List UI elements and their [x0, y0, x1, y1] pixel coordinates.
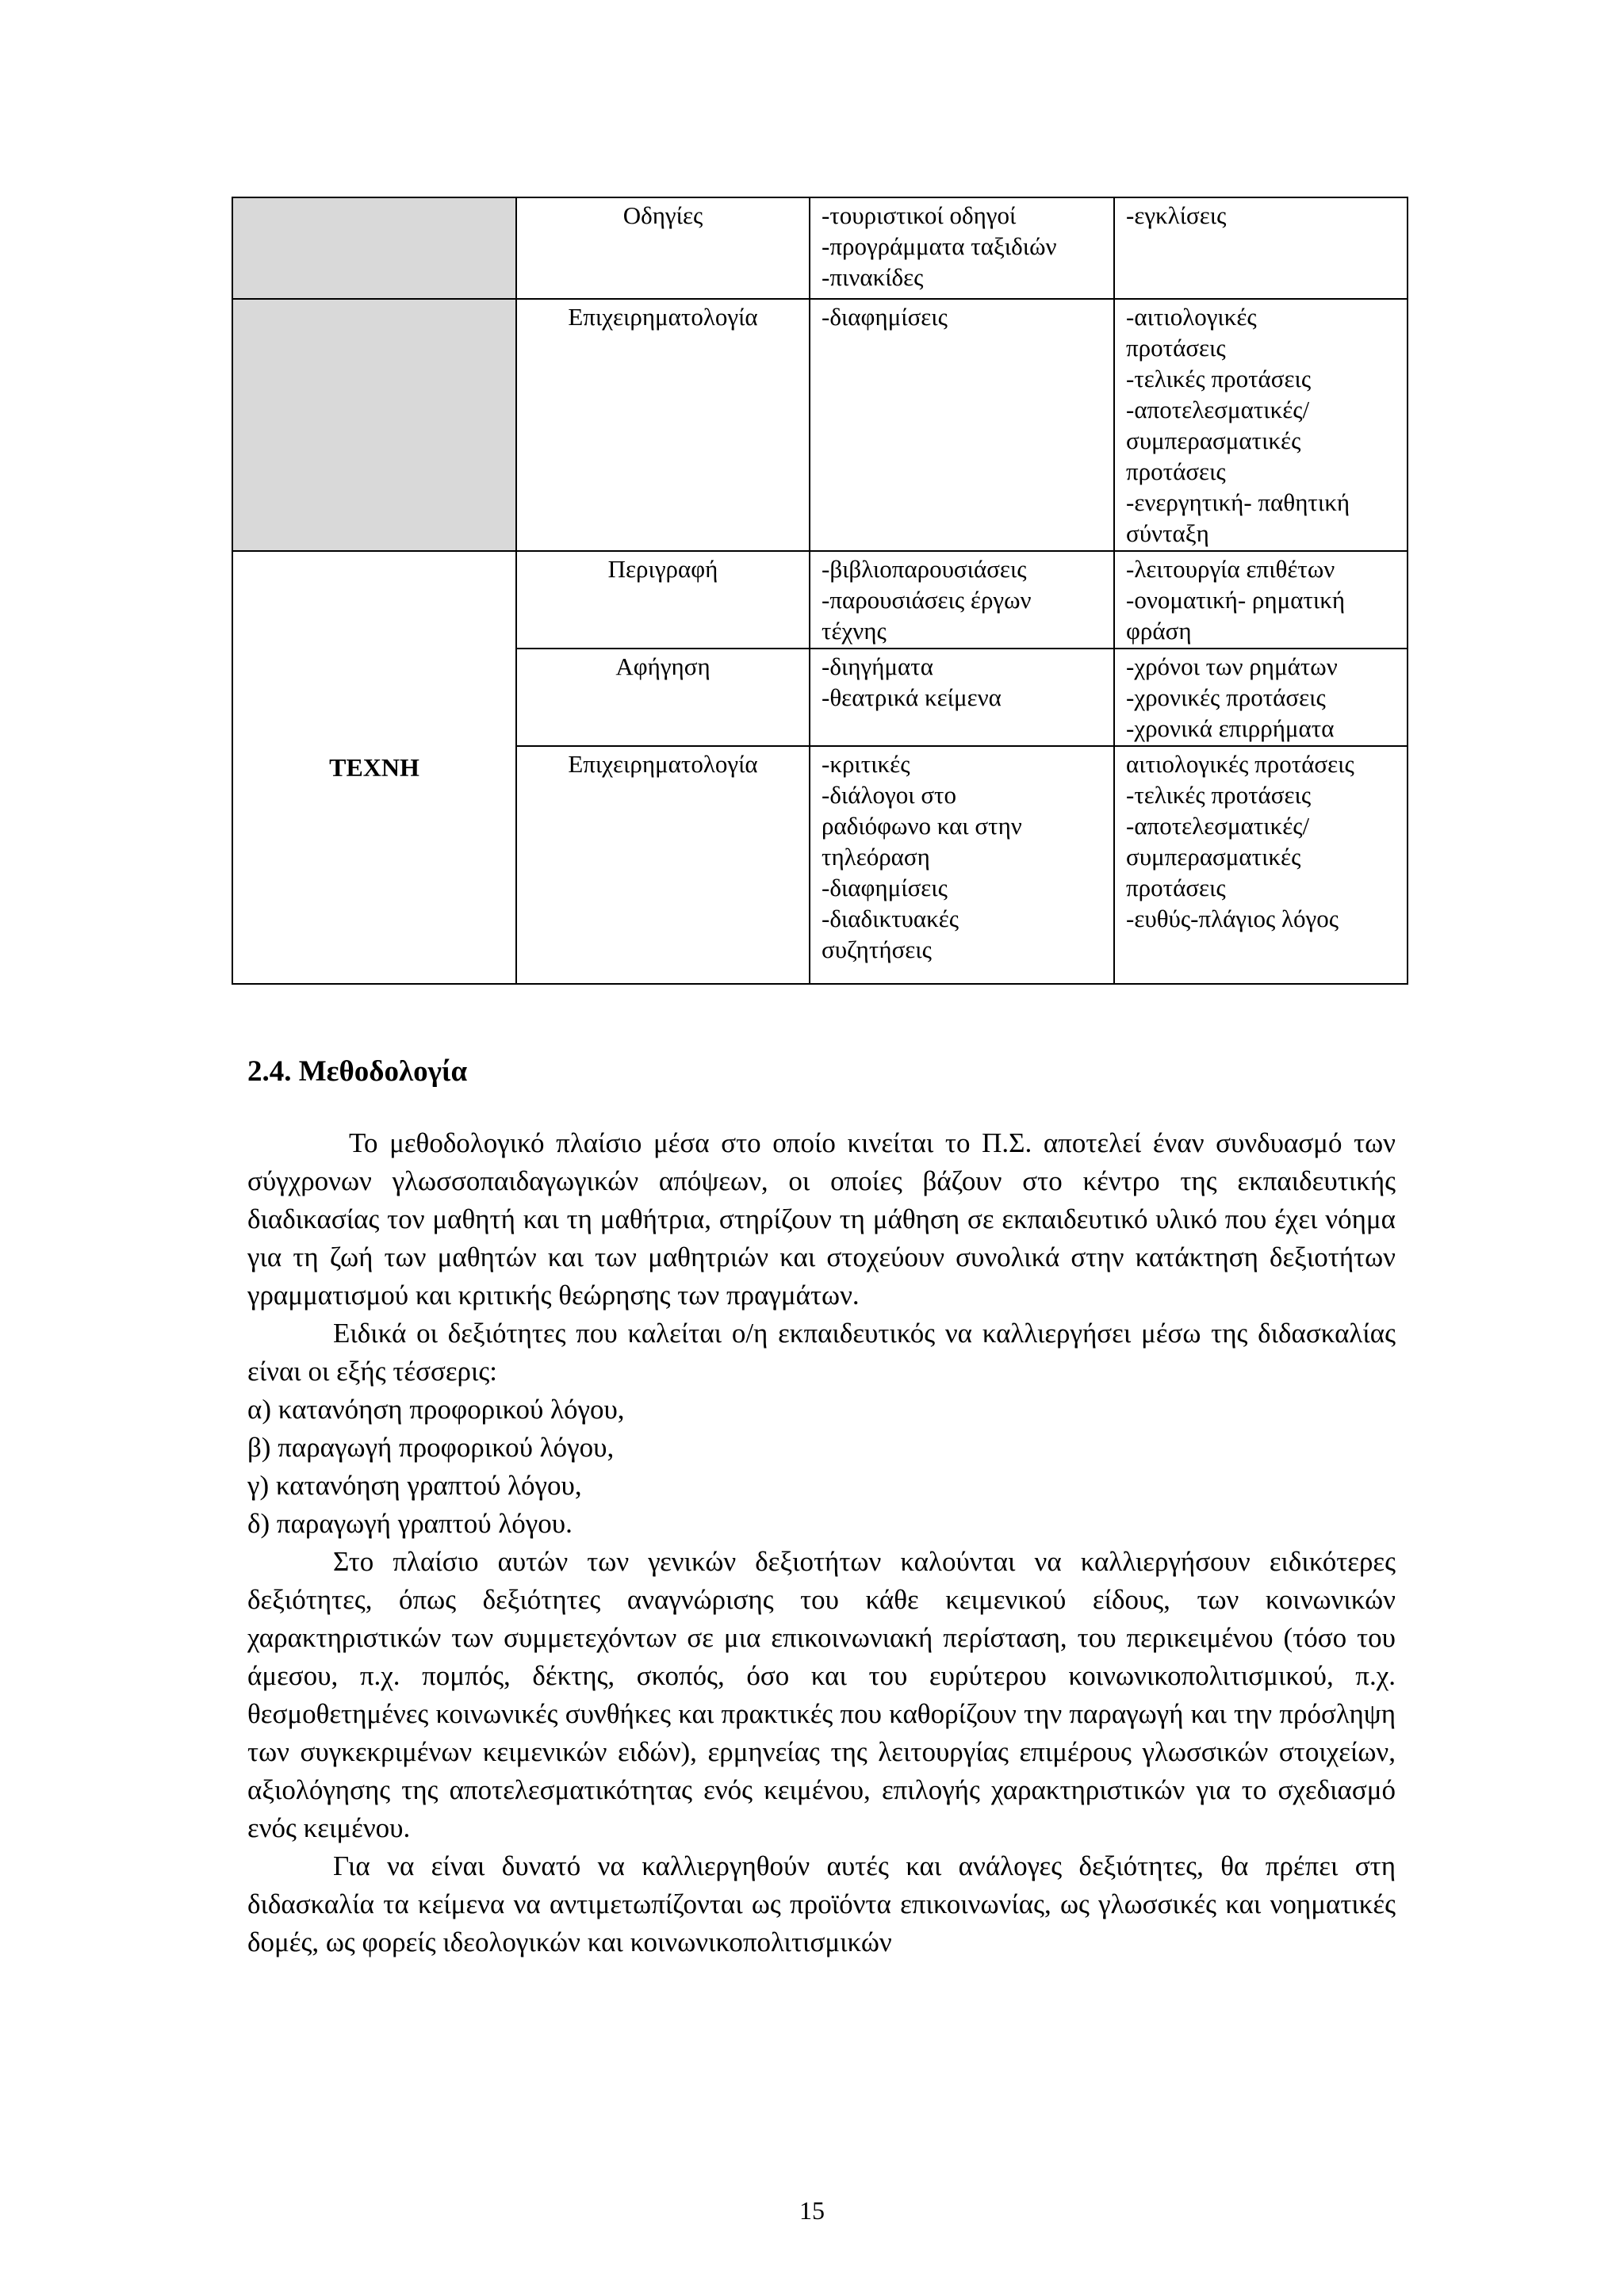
- table-row: [232, 299, 1408, 551]
- features-cell: -εγκλίσεις: [1114, 197, 1408, 299]
- list-item: δ) παραγωγή γραπτού λόγου.: [247, 1508, 573, 1539]
- genres-cell: -κριτικές -διάλογοι στο ραδιόφωνο και στην τηλεόραση -διαφημίσεις -διαδικτυακές συζητήσεις: [810, 746, 1114, 984]
- section-body: [247, 1124, 1396, 1961]
- paragraph: Για να είναι δυνατό να καλλιεργηθούν αυτές και ανάλογες δεξιότητες, θα πρέπει στη διδασκαλία τα κείμενα να αντιμετωπίζονται ως προϊόντα επικοινωνίας, ως γλωσσικές και νοηματικές δομές, ως φορείς ιδεολογικών και κοινωνικοπολιτισμικών: [247, 1850, 1396, 1957]
- genres-cell: -τουριστικοί οδηγοί -προγράμματα ταξιδιών -πινακίδες: [810, 197, 1114, 299]
- list-item: γ) κατανόηση γραπτού λόγου,: [247, 1470, 582, 1501]
- form-cell: Αφήγηση: [516, 649, 810, 746]
- form-cell: Επιχειρηματολογία: [516, 746, 810, 984]
- form-cell: Επιχειρηματολογία: [516, 299, 810, 551]
- features-cell: -χρόνοι των ρημάτων -χρονικές προτάσεις -χρονικά επιρρήματα: [1114, 649, 1408, 746]
- category-cell-top: [232, 299, 516, 551]
- category-cell: ΤΕΧΝΗ: [232, 551, 516, 984]
- features-cell: -λειτουργία επιθέτων -ονοματική- ρηματική φράση: [1114, 551, 1408, 649]
- paragraph: Το μεθοδολογικό πλαίσιο μέσα στο οποίο κινείται το Π.Σ. αποτελεί έναν συνδυασμό των σύγχρονων γλωσσοπαιδαγωγικών απόψεων, οι οποίες βάζουν στο κέντρο της εκπαιδευτικής διαδικασίας τον μαθητή και τη μαθήτρια, στηρίζουν τη μάθηση σε εκπαιδευτικό υλικό που έχει νόημα για τη ζωή των μαθητών και των μαθητριών και στοχεύουν συνολικά στην κατάκτηση δεξιοτήτων γραμματισμού και κριτικής θεώρησης των πραγμάτων.: [247, 1127, 1396, 1311]
- features-cell: αιτιολογικές προτάσεις -τελικές προτάσεις -αποτελεσματικές/ συμπερασματικές προτάσεις -ευθύς-πλάγιος λόγος: [1114, 746, 1408, 984]
- form-cell: Οδηγίες: [516, 197, 810, 299]
- table-row: [232, 551, 1408, 649]
- genres-cell: -διηγήματα -θεατρικά κείμενα: [810, 649, 1114, 746]
- paragraph: Ειδικά οι δεξιότητες που καλείται ο/η εκπαιδευτικός να καλλιεργήσει μέσω της διδασκαλίας είναι οι εξής τέσσερις:: [247, 1318, 1396, 1387]
- category-cell-top: [232, 197, 516, 299]
- list-item: α) κατανόηση προφορικού λόγου,: [247, 1394, 625, 1425]
- genre-table: [232, 197, 1408, 985]
- features-cell: -αιτιολογικές προτάσεις -τελικές προτάσεις -αποτελεσματικές/ συμπερασματικές προτάσεις -ενεργητική- παθητική σύνταξη: [1114, 299, 1408, 551]
- section-heading: 2.4. Μεθοδολογία: [247, 1055, 468, 1088]
- list-item: β) παραγωγή προφορικού λόγου,: [247, 1432, 615, 1463]
- table-row: [232, 197, 1408, 299]
- form-cell: Περιγραφή: [516, 551, 810, 649]
- paragraph: Στο πλαίσιο αυτών των γενικών δεξιοτήτων καλούνται να καλλιεργήσουν ειδικότερες δεξιότητες, όπως δεξιότητες αναγνώρισης του κάθε κειμενικού είδους, των κοινωνικών χαρακτηριστικών των συμμετεχόντων σε μια επικοινωνιακή περίσταση, του περικειμένου (τόσο του άμεσου, π.χ. πομπός, δέκτης, σκοπός, όσο και του ευρύτερου κοινωνικοπολιτισμικού, π.χ. θεσμοθετημένες κοινωνικές συνθήκες και πρακτικές που καθορίζουν την παραγωγή και την πρόσληψη των συγκεκριμένων κειμενικών ειδών), ερμηνείας της λειτουργίας επιμέρους γλωσσικών στοιχείων, αξιολόγησης της αποτελεσματικότητας ενός κειμένου, επιλογής χαρακτηριστικών για το σχεδιασμό ενός κειμένου.: [247, 1546, 1396, 1843]
- page-number: 15: [799, 2196, 825, 2225]
- genres-cell: -διαφημίσεις: [810, 299, 1114, 551]
- genres-cell: -βιβλιοπαρουσιάσεις -παρουσιάσεις έργων τέχνης: [810, 551, 1114, 649]
